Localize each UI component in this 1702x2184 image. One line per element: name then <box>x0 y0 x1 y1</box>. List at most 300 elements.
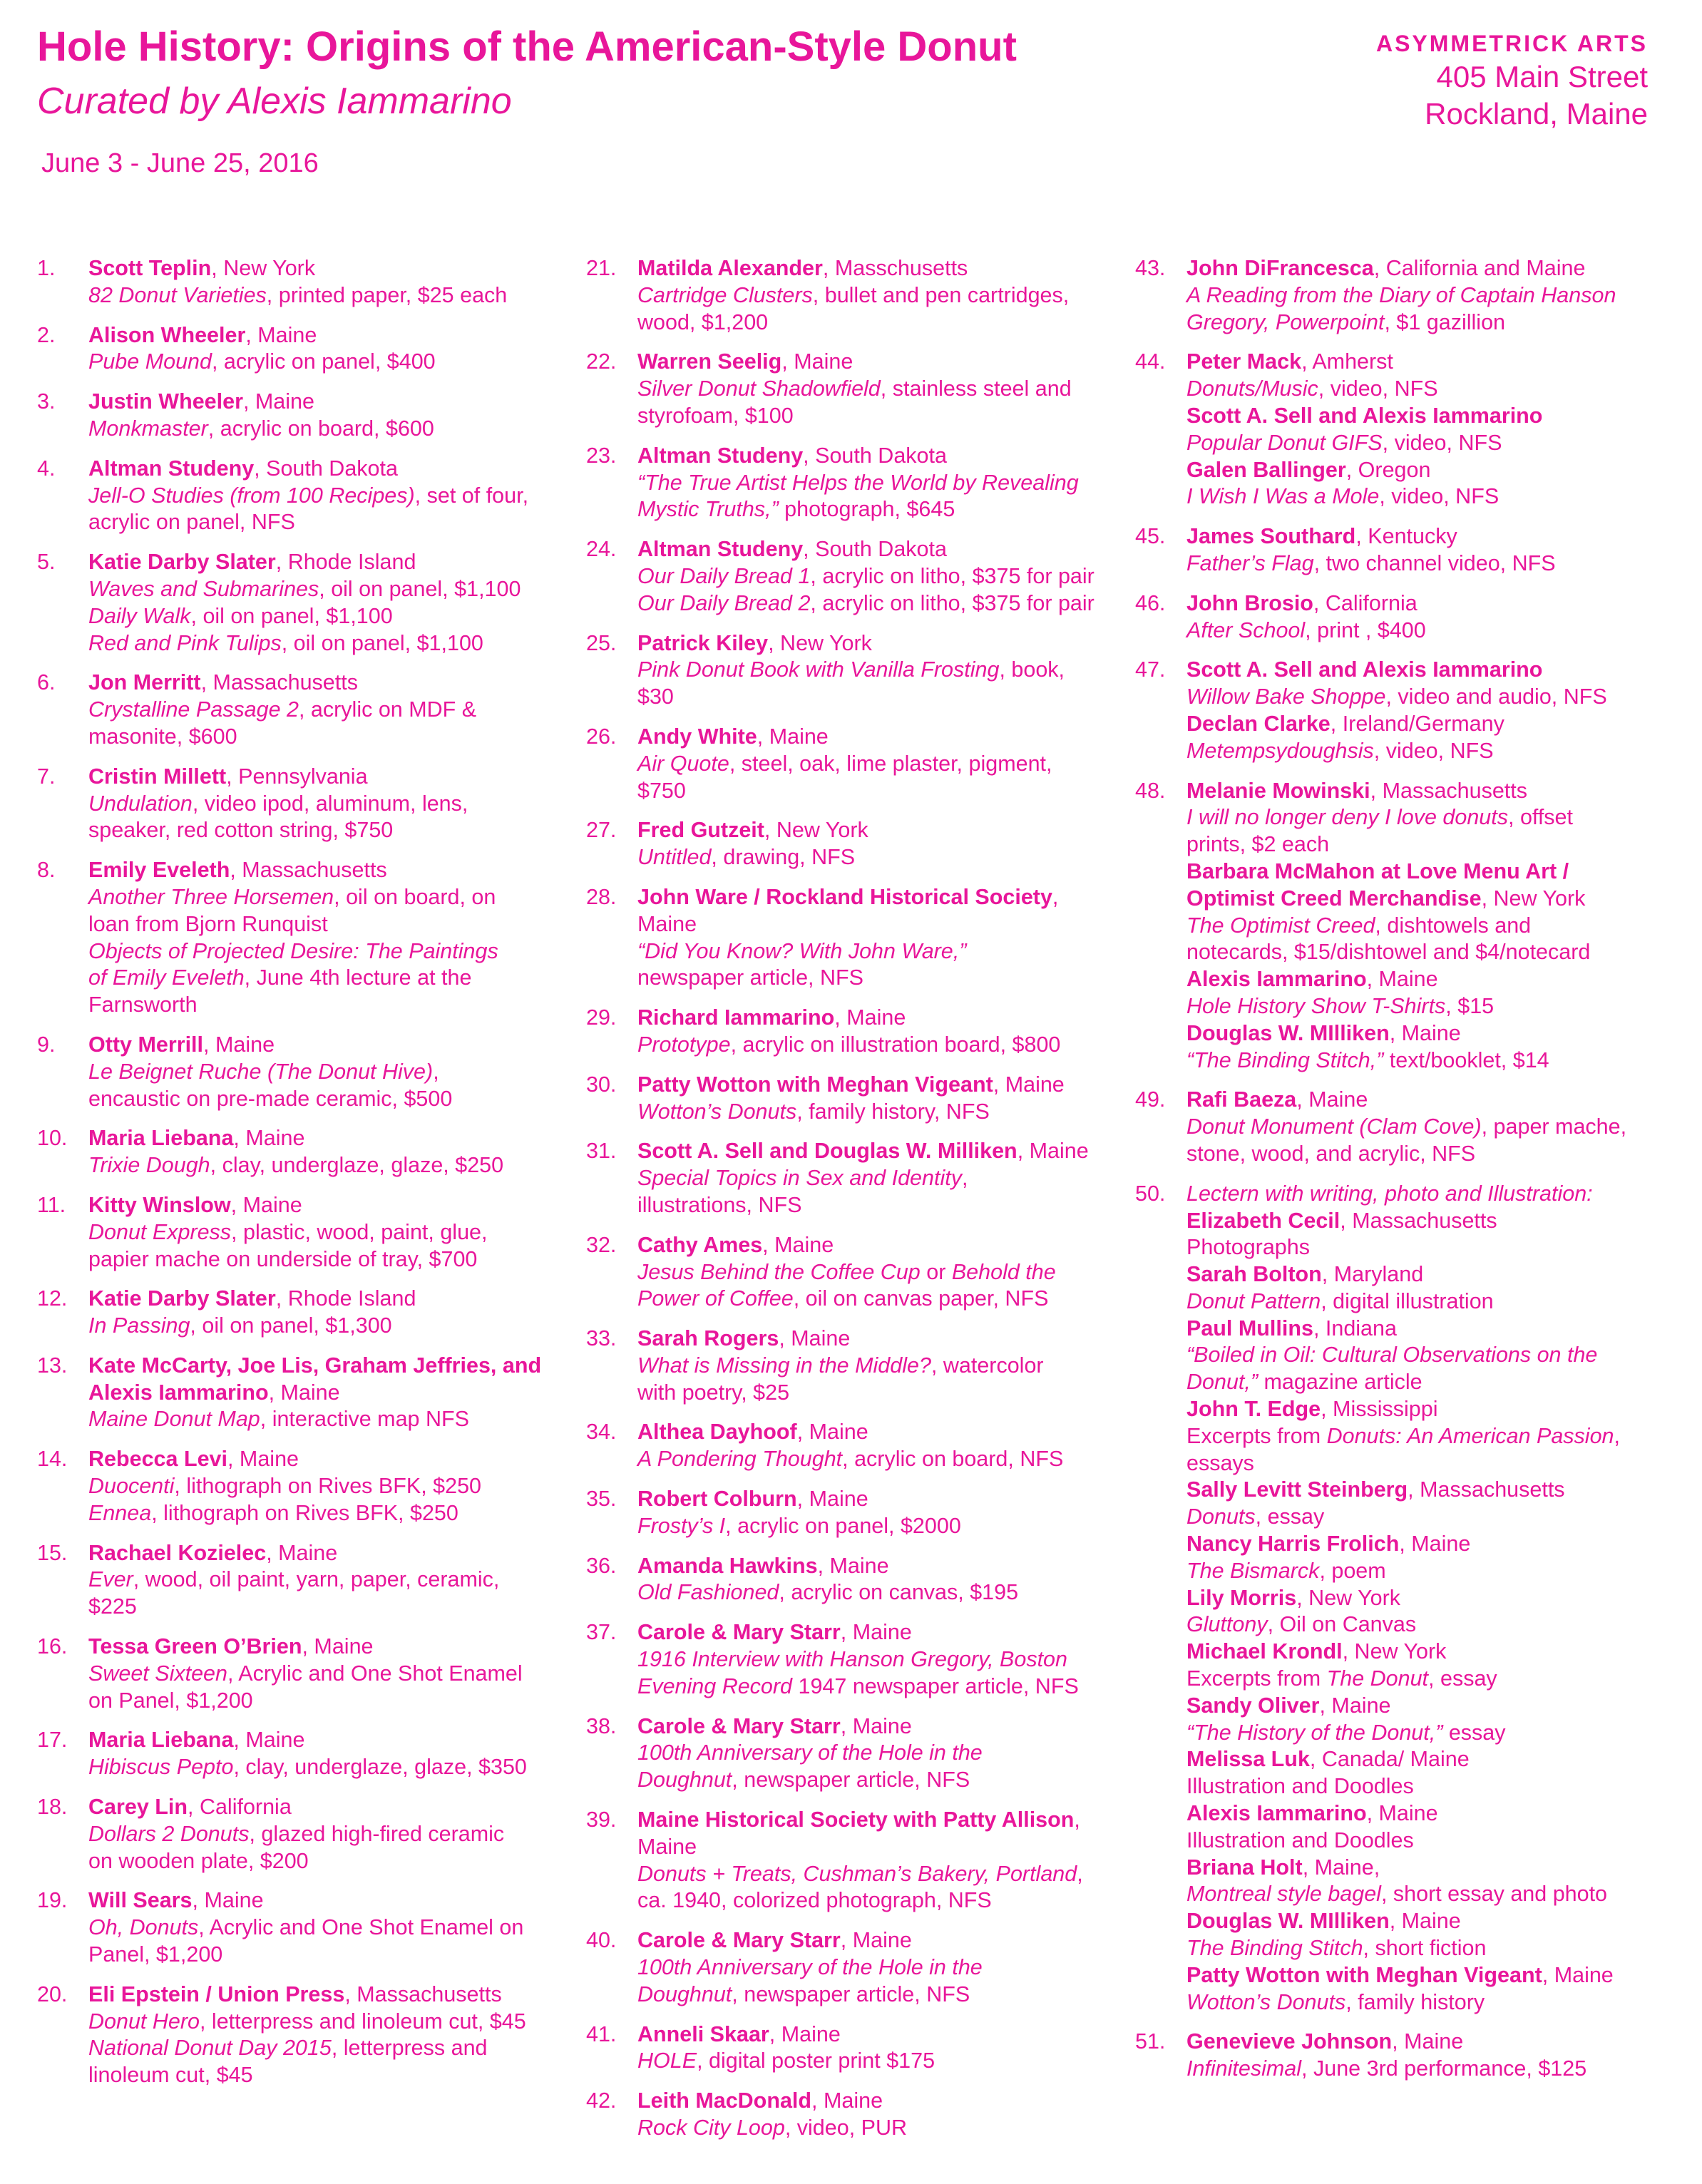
checklist-item <box>1135 523 1677 578</box>
item-line <box>637 817 1128 844</box>
work-title: Rock City Loop <box>637 2116 785 2141</box>
artist-name: Andy White <box>637 724 757 749</box>
item-details <box>1186 1087 1677 1167</box>
item-text: , Maine <box>1399 1532 1471 1557</box>
item-text: prints, $2 each <box>1186 832 1330 857</box>
item-line <box>1186 1181 1677 1208</box>
item-details <box>637 1232 1128 1313</box>
item-line <box>88 1473 579 1500</box>
item-line <box>88 1446 579 1473</box>
checklist-item <box>37 1887 579 1968</box>
venue-address-city: Rockland, Maine <box>1425 97 1648 130</box>
item-line <box>1186 966 1677 993</box>
work-title: Metempsydoughsis <box>1186 738 1374 763</box>
item-line <box>1186 1369 1677 1396</box>
item-text: , Maine <box>1389 1909 1461 1934</box>
item-number: 50. <box>1135 1181 1166 1206</box>
item-text: , Massachusetts <box>344 1982 502 2006</box>
item-line <box>637 282 1128 309</box>
item-line <box>637 1005 1128 1032</box>
item-line <box>637 1767 1128 1794</box>
checklist-item <box>586 1713 1128 1794</box>
item-text: , South Dakota <box>803 537 947 562</box>
item-number: 23. <box>586 443 617 468</box>
artist-name: Peter Mack <box>1186 349 1302 374</box>
item-line <box>88 884 579 911</box>
artist-name: Sarah Bolton <box>1186 1262 1322 1287</box>
checklist-item <box>37 549 579 657</box>
artist-name: Melissa Luk <box>1186 1747 1310 1772</box>
item-line <box>88 1125 579 1152</box>
artist-name: Will Sears <box>88 1888 193 1913</box>
checklist-item <box>37 1540 579 1621</box>
item-line <box>1186 1234 1677 1261</box>
item-text: , Maine <box>1319 1693 1391 1718</box>
item-line <box>637 1834 1128 1861</box>
work-title: Donut Monument (Clam Cove) <box>1186 1114 1482 1139</box>
checklist-item <box>586 1138 1128 1219</box>
item-text: , Maine <box>268 1380 340 1405</box>
work-title: Mystic Truths,” <box>637 497 779 522</box>
item-text: , steel, oak, lime plaster, pigment, <box>729 751 1052 776</box>
item-line <box>1186 282 1677 309</box>
item-text: , lithograph on Rives BFK, $250 <box>151 1500 458 1525</box>
artist-name: Patty Wotton with Meghan Vigeant <box>1186 1962 1542 1987</box>
item-line <box>1186 831 1677 858</box>
item-line <box>1186 1316 1677 1343</box>
work-title: of Emily Eveleth <box>88 965 245 990</box>
checklist-item <box>37 255 579 309</box>
work-title: Pink Donut Book with Vanilla Frosting <box>637 657 1000 682</box>
artist-name: Otty Merrill <box>88 1032 204 1057</box>
item-text: , set of four, <box>414 483 529 508</box>
artist-name: Carole & Mary Starr <box>637 1713 841 1738</box>
item-line <box>1186 255 1677 282</box>
artist-name: Douglas W. MIlliken <box>1186 1909 1390 1934</box>
item-text: , watercolor <box>931 1353 1044 1378</box>
checklist-item <box>586 349 1128 429</box>
item-line <box>1186 1800 1677 1827</box>
item-text: , acrylic on litho, $375 for pair <box>810 563 1094 588</box>
item-line <box>637 376 1128 403</box>
item-text: , Maine <box>245 322 317 347</box>
item-line <box>637 309 1128 337</box>
item-text: Panel, $1,200 <box>88 1942 223 1967</box>
item-text: on wooden plate, $200 <box>88 1848 309 1873</box>
artist-name: Maria Liebana <box>88 1728 234 1753</box>
artist-name: Amanda Hawkins <box>637 1553 818 1578</box>
item-line <box>637 1032 1128 1059</box>
item-line <box>637 1419 1128 1446</box>
item-text: , Maine <box>1296 1087 1368 1112</box>
item-text: , South Dakota <box>803 443 947 468</box>
checklist-column-1 <box>37 255 579 2102</box>
checklist-item <box>37 389 579 443</box>
item-line <box>88 1821 579 1848</box>
checklist-item <box>586 724 1128 804</box>
item-line <box>1186 886 1677 913</box>
item-text: , <box>433 1059 439 1084</box>
work-title: 100th Anniversary of the Hole in the <box>637 1955 983 1980</box>
checklist-item <box>37 1634 579 1714</box>
item-line <box>1186 617 1677 645</box>
item-text: , Maine <box>1366 967 1438 992</box>
item-line <box>637 1927 1128 1954</box>
item-line <box>88 1219 579 1246</box>
item-number: 29. <box>586 1005 617 1030</box>
item-line <box>637 1982 1128 2009</box>
item-text: , Maine <box>203 1032 275 1057</box>
checklist-column-3 <box>1135 255 1677 2096</box>
item-line <box>1186 1342 1677 1369</box>
item-number: 35. <box>586 1487 617 1512</box>
item-line <box>1186 1855 1677 1882</box>
work-title: Donuts <box>1186 1504 1256 1529</box>
item-number: 8. <box>37 858 56 883</box>
item-line <box>637 1673 1128 1701</box>
checklist-item <box>37 1192 579 1273</box>
item-text: ca. 1940, colorized photograph, NFS <box>637 1888 992 1913</box>
item-number: 18. <box>37 1795 68 1820</box>
item-text: , oil on panel, $1,300 <box>190 1313 392 1338</box>
item-text: , New York <box>211 256 316 280</box>
item-line <box>637 1259 1128 1286</box>
item-text: , Maine <box>993 1072 1065 1097</box>
item-number: 42. <box>586 2088 617 2113</box>
item-text: , Maine <box>230 1192 302 1217</box>
item-text: , short fiction <box>1363 1936 1487 1961</box>
work-title: Hibiscus Pepto <box>88 1755 234 1780</box>
item-number: 33. <box>586 1326 617 1351</box>
work-title: Crystalline Passage 2 <box>88 697 299 722</box>
item-line <box>1186 1881 1677 1908</box>
item-text: , dishtowels and <box>1375 913 1532 938</box>
item-text: , Maine <box>302 1634 374 1659</box>
item-line <box>1186 1827 1677 1855</box>
work-title: Monkmaster <box>88 416 208 441</box>
work-title: “Boiled in Oil: Cultural Observations on the <box>1186 1343 1598 1368</box>
item-text: , newspaper article, NFS <box>732 1768 970 1793</box>
artist-name: Lily Morris <box>1186 1585 1297 1610</box>
artist-name: Rachael Kozielec <box>88 1540 267 1565</box>
work-title: Infinitesimal <box>1186 2056 1302 2081</box>
work-title: The Binding Stitch <box>1186 1936 1363 1961</box>
work-title: Trixie Dough <box>88 1153 210 1178</box>
artist-name: Optimist Creed Merchandise <box>1186 886 1482 911</box>
item-details <box>88 1727 579 1781</box>
item-number: 26. <box>586 724 617 749</box>
work-title: Donuts + Treats, Cushman’s Bakery, Portland <box>637 1861 1077 1886</box>
item-details <box>88 1192 579 1273</box>
checklist-item <box>37 456 579 536</box>
item-text: magazine article <box>1258 1370 1422 1395</box>
work-title: Maine Donut Map <box>88 1407 260 1432</box>
artist-name: John Ware / Rockland Historical Society <box>637 884 1052 909</box>
item-text: with poetry, $25 <box>637 1380 790 1405</box>
item-number: 39. <box>586 1808 617 1832</box>
artist-name: John Brosio <box>1186 590 1313 615</box>
item-line <box>1186 309 1677 337</box>
item-details <box>637 536 1128 617</box>
item-line <box>88 1246 579 1273</box>
item-text: , video, NFS <box>1373 738 1494 763</box>
item-details <box>88 764 579 844</box>
work-title: Donuts: An American Passion <box>1326 1423 1614 1448</box>
item-text: newspaper article, NFS <box>637 965 863 990</box>
item-details <box>637 1807 1128 1914</box>
item-line <box>637 1353 1128 1380</box>
item-line <box>1186 1450 1677 1477</box>
item-line <box>637 1807 1128 1834</box>
item-text: , family history, NFS <box>796 1099 990 1124</box>
item-line <box>1186 1639 1677 1666</box>
item-details <box>88 670 579 750</box>
item-text: essays <box>1186 1450 1254 1475</box>
work-title: What is Missing in the Middle? <box>637 1353 931 1378</box>
artist-name: Sally Levitt Steinberg <box>1186 1477 1408 1502</box>
item-text: , interactive map NFS <box>260 1407 469 1432</box>
item-text: or <box>920 1259 952 1284</box>
item-text: , acrylic on litho, $375 for pair <box>810 590 1094 615</box>
work-title: Father’s Flag <box>1186 550 1314 575</box>
item-text: , New York <box>1342 1639 1447 1664</box>
item-number: 16. <box>37 1634 68 1659</box>
item-text: , <box>1614 1423 1620 1448</box>
work-title: Dollars 2 Donuts <box>88 1821 250 1846</box>
work-title: National Donut Day 2015 <box>88 2036 332 2061</box>
item-text: wood, $1,200 <box>637 309 769 334</box>
work-title: “The History of the Donut,” <box>1186 1720 1443 1745</box>
artist-name: Melanie Mowinski <box>1186 778 1370 803</box>
work-title: I will no longer deny I love donuts <box>1186 805 1508 830</box>
item-line <box>88 1406 579 1433</box>
item-line <box>637 2048 1128 2075</box>
work-title: Our Daily Bread 1 <box>637 563 811 588</box>
item-number: 19. <box>37 1888 68 1913</box>
item-number: 22. <box>586 349 617 374</box>
item-line <box>1186 1423 1677 1450</box>
item-text: , Maine <box>233 1126 305 1151</box>
artist-name: Warren Seelig <box>637 349 782 374</box>
item-text: , Massachusetts <box>1340 1208 1497 1233</box>
item-text: Illustration and Doodles <box>1186 1774 1414 1799</box>
item-details <box>1186 1181 1677 2016</box>
item-line <box>1186 1720 1677 1747</box>
item-number: 38. <box>586 1713 617 1738</box>
work-title: I Wish I Was a Mole <box>1186 484 1380 509</box>
item-text: , Maine <box>266 1540 338 1565</box>
item-number: 37. <box>586 1620 617 1645</box>
item-text: , letterpress and <box>331 2036 488 2061</box>
item-text: , <box>1052 884 1059 909</box>
item-line <box>1186 684 1677 711</box>
item-text: , Maine <box>796 1420 868 1445</box>
item-number: 25. <box>586 630 617 655</box>
artist-name: Genevieve Johnson <box>1186 2029 1393 2054</box>
item-line <box>88 1887 579 1914</box>
work-title: 1916 Interview with Hanson Gregory, Boston <box>637 1647 1067 1672</box>
work-title: Ennea <box>88 1500 152 1525</box>
item-text: , Mississippi <box>1321 1397 1438 1422</box>
item-text: , Maryland <box>1321 1262 1424 1287</box>
item-number: 45. <box>1135 524 1166 549</box>
item-line <box>637 684 1128 711</box>
artist-name: Barbara McMahon at Love Menu Art / <box>1186 858 1569 883</box>
item-text: , wood, oil paint, yarn, paper, ceramic, <box>133 1567 500 1592</box>
artist-name: Kate McCarty, Joe Lis, Graham Jeffries, and <box>88 1353 542 1378</box>
item-text: , Acrylic and One Shot Enamel <box>227 1661 523 1686</box>
work-title: Le Beignet Ruche (The Donut Hive) <box>88 1059 434 1084</box>
item-text: Illustration and Doodles <box>1186 1827 1414 1852</box>
item-text: , Maine <box>840 1713 912 1738</box>
work-title: Jesus Behind the Coffee Cup <box>637 1259 921 1284</box>
checklist-column-2 <box>586 255 1128 2155</box>
checklist-item <box>37 670 579 750</box>
checklist-item <box>586 1619 1128 1700</box>
item-line <box>637 1138 1128 1165</box>
item-text: , Maine, <box>1302 1855 1380 1880</box>
work-title: Lectern with writing, photo and Illustration: <box>1186 1181 1593 1206</box>
item-line <box>1186 457 1677 484</box>
item-line <box>88 1192 579 1219</box>
item-details <box>637 443 1128 523</box>
artist-name: Scott Teplin <box>88 256 212 280</box>
checklist-item <box>1135 349 1677 511</box>
item-number: 34. <box>586 1420 617 1445</box>
item-text: , digital poster print $175 <box>697 2049 935 2073</box>
item-text: , Indiana <box>1313 1316 1397 1340</box>
work-title: Wotton’s Donuts <box>1186 1989 1346 2014</box>
artist-name: Scott A. Sell and Alexis Iammarino <box>1186 403 1543 428</box>
artist-name: Cristin Millett <box>88 764 227 789</box>
item-details <box>637 255 1128 336</box>
venue-address-street: 405 Main Street <box>1436 60 1648 93</box>
item-line <box>637 2115 1128 2142</box>
item-number: 15. <box>37 1540 68 1565</box>
checklist-item <box>586 1419 1128 1473</box>
item-details <box>1186 523 1677 578</box>
checklist-item <box>586 1486 1128 1540</box>
item-line <box>637 657 1128 684</box>
item-details <box>637 349 1128 429</box>
item-text: , oil on board, on <box>334 884 496 909</box>
item-text: , newspaper article, NFS <box>732 1982 970 2006</box>
item-details <box>637 724 1128 804</box>
item-text: , <box>961 1166 968 1191</box>
checklist-item <box>1135 657 1677 764</box>
item-line <box>88 1380 579 1407</box>
checklist-item <box>586 1927 1128 2008</box>
item-line <box>88 349 579 376</box>
item-number: 4. <box>37 456 56 481</box>
artist-name: Alexis Iammarino <box>88 1380 269 1405</box>
item-text: styrofoam, $100 <box>637 403 794 428</box>
item-text: , video, NFS <box>1382 430 1502 455</box>
item-line <box>637 563 1128 590</box>
item-text: , acrylic on MDF & <box>298 697 477 722</box>
work-title: 82 Donut Varieties <box>88 282 267 307</box>
item-details <box>637 2088 1128 2142</box>
work-title: HOLE <box>637 2049 697 2073</box>
work-title: Untitled <box>637 845 712 870</box>
work-title: “The Binding Stitch,” <box>1186 1047 1384 1072</box>
item-line <box>1186 1531 1677 1558</box>
checklist-item <box>1135 590 1677 645</box>
item-number: 24. <box>586 537 617 562</box>
item-line <box>637 1099 1128 1126</box>
artist-name: James Southard <box>1186 524 1356 549</box>
item-line <box>1186 1477 1677 1504</box>
item-text: , Maine <box>227 1447 299 1472</box>
item-details <box>1186 2029 1677 2083</box>
checklist-item <box>586 536 1128 617</box>
item-line <box>1186 550 1677 578</box>
item-line <box>88 1567 579 1594</box>
artist-name: Matilda Alexander <box>637 256 823 280</box>
work-title: Donut Pattern <box>1186 1288 1321 1313</box>
artist-name: Scott A. Sell and Douglas W. Milliken <box>637 1139 1017 1164</box>
artist-name: Kitty Winslow <box>88 1192 231 1217</box>
work-title: Pube Mound <box>88 349 212 374</box>
checklist-item <box>586 1326 1128 1406</box>
work-title: Behold the <box>951 1259 1056 1284</box>
work-title: A Pondering Thought <box>637 1447 843 1472</box>
item-number: 13. <box>37 1353 68 1378</box>
item-line <box>88 2009 579 2036</box>
item-line <box>637 724 1128 751</box>
item-line <box>637 1861 1128 1888</box>
item-line <box>88 416 579 443</box>
artist-name: Briana Holt <box>1186 1855 1303 1880</box>
item-line <box>1186 804 1677 831</box>
item-line <box>637 349 1128 376</box>
artist-name: Patrick Kiley <box>637 630 769 655</box>
checklist-item <box>37 857 579 1019</box>
item-text: , bullet and pen cartridges, <box>812 282 1070 307</box>
item-details <box>88 389 579 443</box>
item-line <box>637 911 1128 938</box>
item-text: , New York <box>1481 886 1586 911</box>
item-line <box>88 322 579 349</box>
item-text: , June 4th lecture at the <box>244 965 472 990</box>
item-text: , drawing, NFS <box>711 845 856 870</box>
item-line <box>1186 778 1677 805</box>
item-details <box>637 1072 1128 1126</box>
item-details <box>637 817 1128 871</box>
checklist-item <box>37 1446 579 1527</box>
item-line <box>88 965 579 992</box>
item-text: , Maine <box>757 724 829 749</box>
item-text: , glazed high-fired ceramic <box>249 1821 505 1846</box>
artist-name: Carole & Mary Starr <box>637 1928 841 1953</box>
item-details <box>637 1927 1128 2008</box>
item-line <box>637 1232 1128 1259</box>
item-text: , California and Maine <box>1373 256 1586 280</box>
checklist-item <box>586 2088 1128 2142</box>
item-number: 40. <box>586 1928 617 1953</box>
item-details <box>88 255 579 309</box>
work-title: Our Daily Bread 2 <box>637 590 811 615</box>
item-text: linoleum cut, $45 <box>88 2063 253 2088</box>
item-details <box>88 1982 579 2089</box>
item-text: Farnsworth <box>88 993 198 1017</box>
item-details <box>1186 590 1677 645</box>
item-details <box>88 549 579 657</box>
work-title: Silver Donut Shadowfield <box>637 376 881 401</box>
item-details <box>637 1326 1128 1406</box>
checklist-item <box>37 1286 579 1340</box>
item-line <box>1186 1989 1677 2016</box>
